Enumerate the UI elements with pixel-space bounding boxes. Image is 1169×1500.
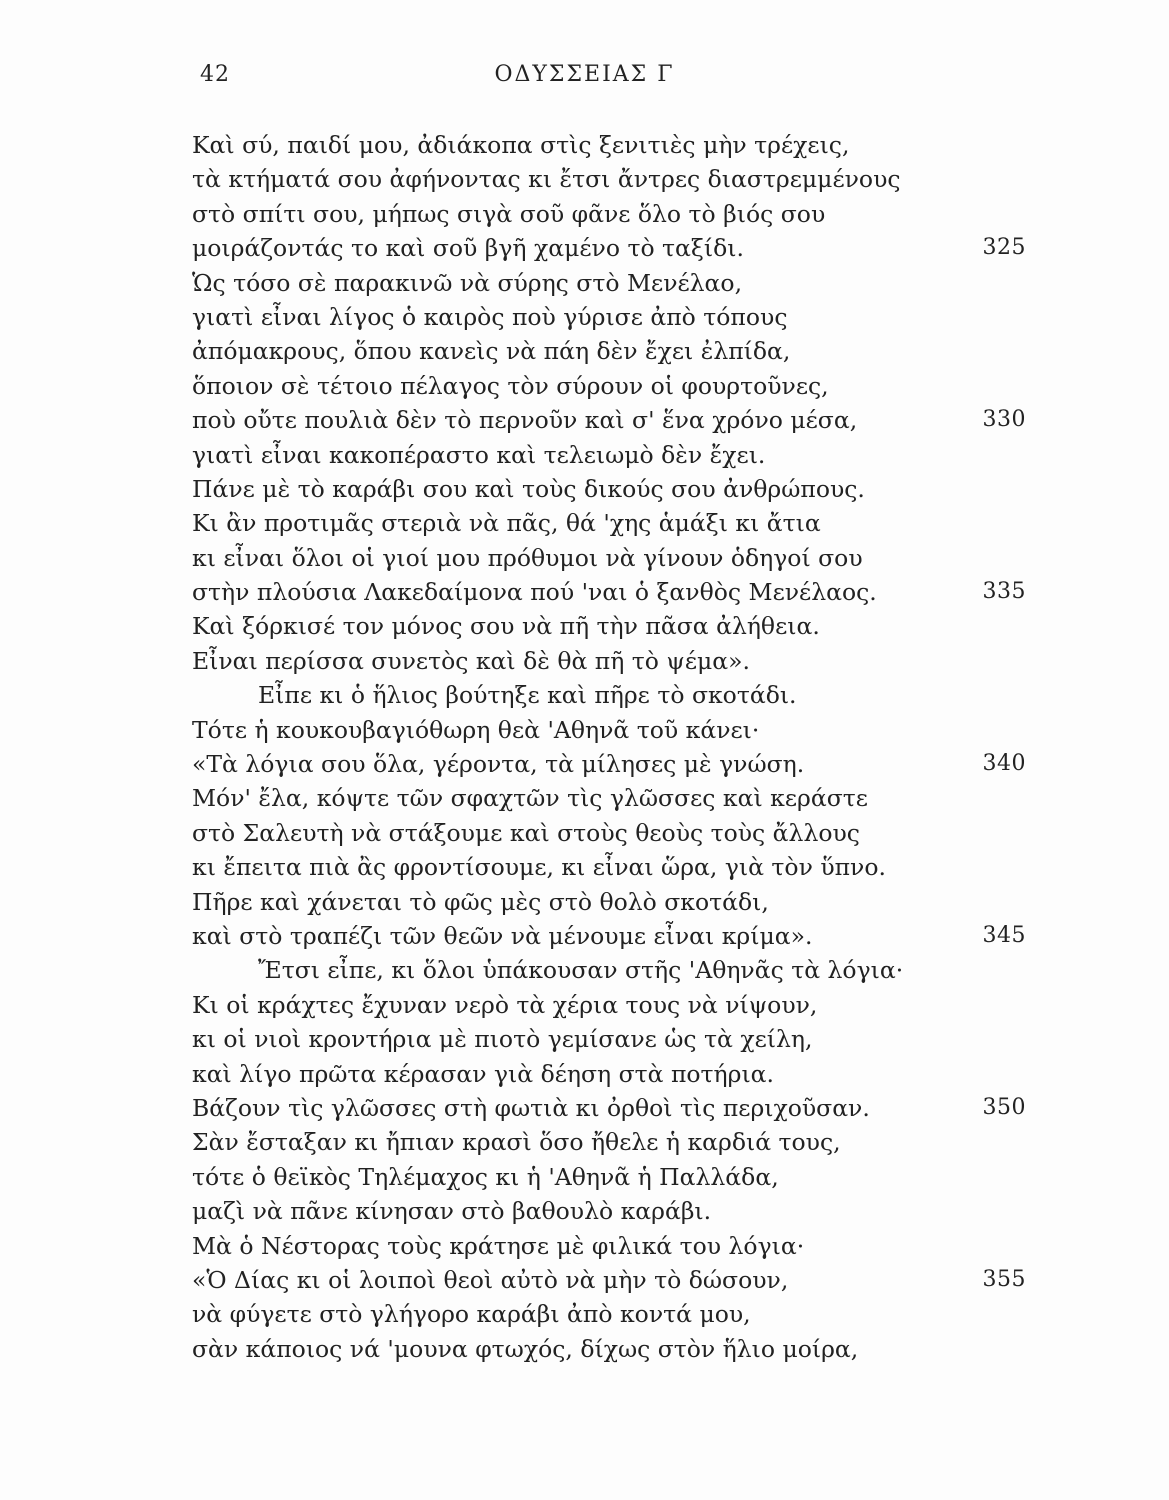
verse-line	[192, 1160, 1032, 1194]
verse-line	[192, 953, 1032, 987]
verse-line	[192, 644, 1032, 678]
verse-text: μοιράζοντάς το καὶ σοῦ βγῆ χαμένο τὸ ταξίδι.	[192, 234, 744, 263]
verse-line	[192, 1057, 1032, 1091]
verse-text: τότε ὁ θεϊκὸς Τηλέμαχος κι ἡ 'Αθηνᾶ ἡ Παλλάδα,	[192, 1162, 779, 1191]
verse-text: Πῆρε καὶ χάνεται τὸ φῶς μὲς στὸ θολὸ σκοτάδι,	[192, 887, 769, 916]
verse-line	[192, 1194, 1032, 1228]
verse-line	[192, 885, 1032, 919]
verse-text: σὰν κάποιος νά 'μουνα φτωχός, δίχως στὸν ἥλιο μοίρα,	[192, 1334, 859, 1363]
verse-text: Κι ἂν προτιμᾶς στεριὰ νὰ πᾶς, θά 'χης ἁμάξι κι ἄτια	[192, 509, 821, 538]
verse-line	[192, 575, 1032, 609]
verse-text: Τότε ἡ κουκουβαγιόθωρη θεὰ 'Αθηνᾶ τοῦ κάνει·	[192, 715, 760, 744]
verse-line	[192, 128, 1032, 162]
verse-line	[192, 816, 1032, 850]
verse-line	[192, 1229, 1032, 1263]
verse-line	[192, 609, 1032, 643]
verse-line	[192, 369, 1032, 403]
verse-text: κι εἶναι ὅλοι οἱ γιοί μου πρόθυμοι νὰ γίνουν ὁδηγοί σου	[192, 543, 863, 572]
line-number: 330	[982, 407, 1026, 433]
verse-text: γιατὶ εἶναι λίγος ὁ καιρὸς ποὺ γύρισε ἀπὸ τόπους	[192, 302, 788, 331]
verse-text: Μόν' ἔλα, κόψτε τῶν σφαχτῶν τὶς γλῶσσες καὶ κεράστε	[192, 784, 868, 813]
poem-body	[192, 128, 1032, 1366]
verse-text: μαζὶ νὰ πᾶνε κίνησαν στὸ βαθουλὸ καράβι.	[192, 1197, 712, 1226]
verse-line	[192, 403, 1032, 437]
verse-text: Εἶπε κι ὁ ἥλιος βούτηξε καὶ πῆρε τὸ σκοτάδι.	[258, 681, 797, 710]
verse-line	[192, 988, 1032, 1022]
verse-line	[192, 747, 1032, 781]
verse-text: στὴν πλούσια Λακεδαίμονα πού 'ναι ὁ ξανθὸς Μενέλαος.	[192, 578, 877, 607]
verse-text: καὶ λίγο πρῶτα κέρασαν γιὰ δέηση στὰ ποτήρια.	[192, 1059, 775, 1088]
verse-text: Σὰν ἔσταξαν κι ἤπιαν κρασὶ ὅσο ἤθελε ἡ καρδιά τους,	[192, 1128, 841, 1157]
verse-line	[192, 162, 1032, 196]
line-number: 325	[982, 235, 1026, 261]
verse-text: στὸ Σαλευτὴ νὰ στάξουμε καὶ στοὺς θεοὺς τοὺς ἄλλους	[192, 818, 860, 847]
verse-line	[192, 850, 1032, 884]
verse-text: «Ὁ Δίας κι οἱ λοιποὶ θεοὶ αὐτὸ νὰ μὴν τὸ δώσουν,	[192, 1265, 789, 1294]
line-number: 350	[982, 1094, 1026, 1120]
verse-line	[192, 266, 1032, 300]
verse-text: Καὶ ξόρκισέ τον μόνος σου νὰ πῆ τὴν πᾶσα ἀλήθεια.	[192, 612, 820, 641]
verse-line	[192, 472, 1032, 506]
verse-line	[192, 334, 1032, 368]
running-title: ΟΔΥΣΣΕΙΑΣ Γ	[494, 62, 675, 87]
verse-text: Ἔτσι εἶπε, κι ὅλοι ὑπάκουσαν στῆς 'Αθηνᾶς τὰ λόγια·	[258, 956, 904, 985]
verse-line	[192, 197, 1032, 231]
verse-text: Βάζουν τὶς γλῶσσες στὴ φωτιὰ κι ὀρθοὶ τὶς περιχοῦσαν.	[192, 1093, 870, 1122]
verse-text: ἀπόμακρους, ὅπου κανεὶς νὰ πάη δὲν ἔχει ἐλπίδα,	[192, 337, 791, 366]
verse-line	[192, 300, 1032, 334]
line-number: 345	[982, 922, 1026, 948]
verse-line	[192, 781, 1032, 815]
line-number: 340	[982, 751, 1026, 777]
verse-text: τὰ κτήματά σου ἀφήνοντας κι ἔτσι ἄντρες διαστρεμμένους	[192, 165, 901, 194]
verse-line	[192, 1297, 1032, 1331]
verse-line	[192, 919, 1032, 953]
verse-text: Καὶ σύ, παιδί μου, ἀδιάκοπα στὶς ξενιτιὲς μὴν τρέχεις,	[192, 131, 850, 159]
verse-line	[192, 506, 1032, 540]
verse-text: κι ἔπειτα πιὰ ἂς φροντίσουμε, κι εἶναι ὥρα, γιὰ τὸν ὕπνο.	[192, 853, 886, 882]
verse-line	[192, 541, 1032, 575]
line-number: 355	[982, 1266, 1026, 1292]
verse-line	[192, 1263, 1032, 1297]
verse-text: Μὰ ὁ Νέστορας τοὺς κράτησε μὲ φιλικά του λόγια·	[192, 1231, 805, 1260]
verse-line	[192, 438, 1032, 472]
verse-text: ποὺ οὔτε πουλιὰ δὲν τὸ περνοῦν καὶ σ' ἕνα χρόνο μέσα,	[192, 406, 858, 435]
verse-line	[192, 1022, 1032, 1056]
verse-line	[192, 713, 1032, 747]
verse-text: καὶ στὸ τραπέζι τῶν θεῶν νὰ μένουμε εἶναι κρίμα».	[192, 921, 813, 950]
verse-line	[192, 1332, 1032, 1366]
verse-line	[192, 231, 1032, 265]
verse-text: κι οἱ νιοὶ κροντήρια μὲ πιοτὸ γεμίσανε ὡς τὰ χείλη,	[192, 1025, 813, 1054]
verse-line	[192, 678, 1032, 712]
verse-text: Κι οἱ κράχτες ἔχυναν νερὸ τὰ χέρια τους νὰ νίψουν,	[192, 990, 818, 1019]
verse-text: Εἶναι περίσσα συνετὸς καὶ δὲ θὰ πῆ τὸ ψέμα».	[192, 646, 751, 675]
verse-line	[192, 1125, 1032, 1159]
verse-line	[192, 1091, 1032, 1125]
verse-text: νὰ φύγετε στὸ γλήγορο καράβι ἀπὸ κοντά μου,	[192, 1300, 751, 1329]
verse-text: «Τὰ λόγια σου ὅλα, γέροντα, τὰ μίλησες μὲ γνώση.	[192, 750, 805, 779]
verse-text: ὅποιον σὲ τέτοιο πέλαγος τὸν σύρουν οἱ φουρτοῦνες,	[192, 371, 829, 400]
page-number: 42	[200, 62, 230, 87]
verse-text: Πάνε μὲ τὸ καράβι σου καὶ τοὺς δικούς σου ἀνθρώπους.	[192, 474, 865, 503]
verse-text: στὸ σπίτι σου, μήπως σιγὰ σοῦ φᾶνε ὅλο τὸ βιός σου	[192, 199, 826, 228]
verse-text: Ὡς τόσο σὲ παρακινῶ νὰ σύρης στὸ Μενέλαο,	[192, 268, 743, 297]
verse-text: γιατὶ εἶναι κακοπέραστο καὶ τελειωμὸ δὲν ἔχει.	[192, 440, 766, 469]
line-number: 335	[982, 579, 1026, 605]
